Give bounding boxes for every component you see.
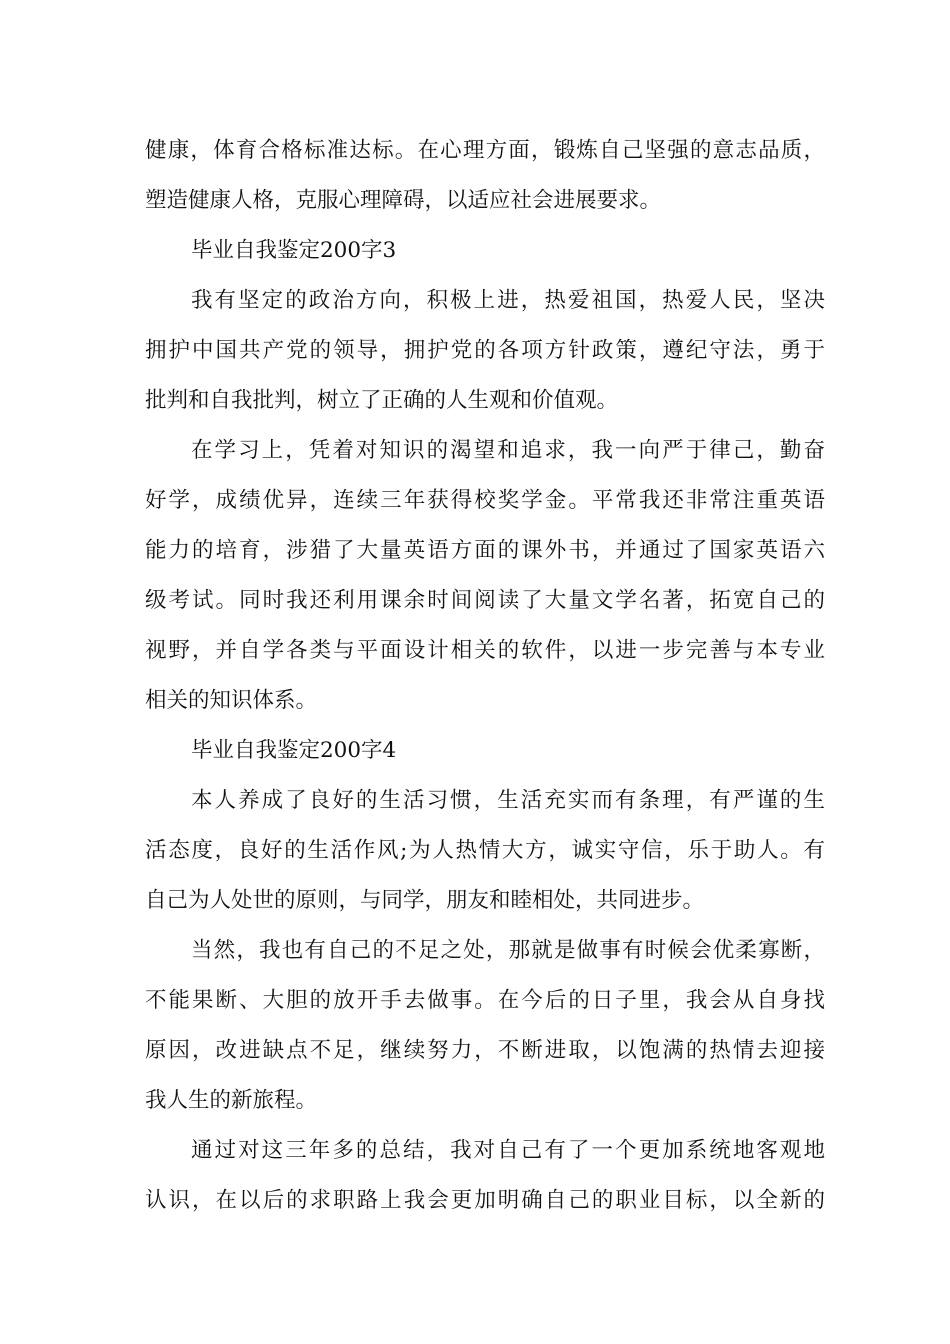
paragraph-line: 视野，并自学各类与平面设计相关的软件，以进一步完善与本专业 [145,638,825,663]
paragraph-line: 通过对这三年多的总结，我对自己有了一个更加系统地客观地 [191,1138,825,1163]
paragraph-line: 级考试。同时我还利用课余时间阅读了大量文学名著，拓宽自己的 [145,588,825,613]
section-heading: 毕业自我鉴定200字4 [191,738,397,763]
paragraph-line: 当然，我也有自己的不足之处，那就是做事有时候会优柔寡断， [191,938,825,963]
paragraph-line: 不能果断、大胆的放开手去做事。在今后的日子里，我会从自身找 [145,988,825,1013]
paragraph-line: 塑造健康人格，克服心理障碍，以适应社会进展要求。 [145,188,662,213]
paragraph-line: 本人养成了良好的生活习惯，生活充实而有条理，有严谨的生 [191,788,825,813]
paragraph-line: 批判和自我批判，树立了正确的人生观和价值观。 [145,388,619,413]
paragraph-line: 自己为人处世的原则，与同学，朋友和睦相处，共同进步。 [145,888,705,913]
paragraph-line: 我人生的新旅程。 [145,1088,318,1113]
paragraph-line: 拥护中国共产党的领导，拥护党的各项方针政策，遵纪守法，勇于 [145,338,825,363]
paragraph-line: 相关的知识体系。 [145,688,318,713]
paragraph-line: 认识，在以后的求职路上我会更加明确自己的职业目标，以全新的 [145,1188,825,1213]
paragraph-line: 我有坚定的政治方向，积极上进，热爱祖国，热爱人民，坚决 [191,288,825,313]
paragraph-line: 好学，成绩优异，连续三年获得校奖学金。平常我还非常注重英语 [145,488,825,513]
paragraph-line: 健康，体育合格标准达标。在心理方面，锻炼自己坚强的意志品质， [145,138,825,163]
section-heading: 毕业自我鉴定200字3 [191,238,397,263]
paragraph-line: 原因，改进缺点不足，继续努力，不断进取，以饱满的热情去迎接 [145,1038,825,1063]
paragraph-line: 在学习上，凭着对知识的渴望和追求，我一向严于律己，勤奋 [191,438,825,463]
paragraph-line: 活态度，良好的生活作风;为人热情大方，诚实守信，乐于助人。有 [145,838,825,863]
paragraph-line: 能力的培育，涉猎了大量英语方面的课外书，并通过了国家英语六 [145,538,825,563]
